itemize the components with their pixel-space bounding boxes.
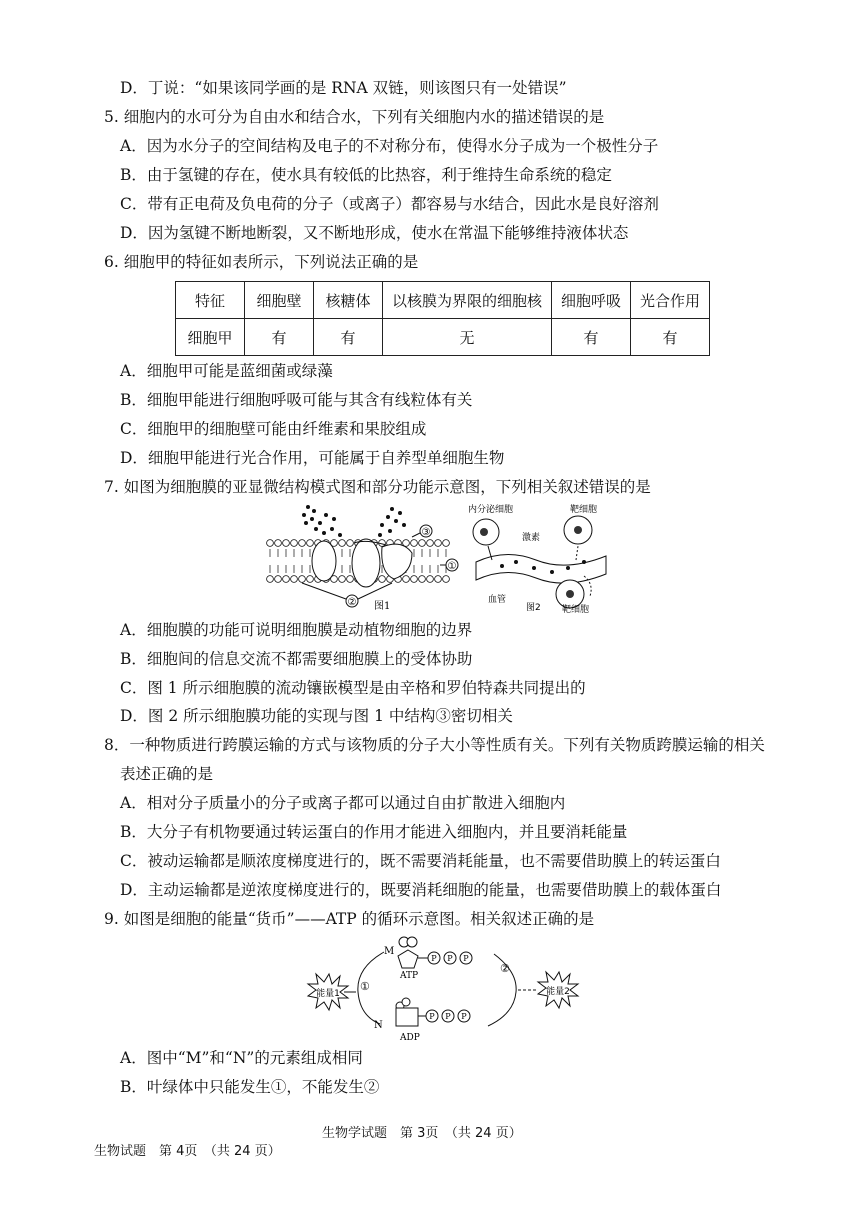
q6-option-b: B．细胞甲能进行细胞呼吸可能与其含有线粒体有关 xyxy=(120,391,473,409)
protein-2 xyxy=(352,539,380,587)
atp-ribose xyxy=(398,950,418,968)
protein-3 xyxy=(382,544,412,579)
table-header-cell: 以核膜为界限的细胞核 xyxy=(383,282,552,319)
q6-table xyxy=(175,281,710,356)
phospholipid-head xyxy=(275,576,282,583)
phospholipid-head xyxy=(275,540,282,547)
label-2: ② xyxy=(347,597,357,608)
q8-option-b: B．大分子有机物要通过转运蛋白的作用才能进入细胞内，并且要消耗能量 xyxy=(120,823,628,841)
table-cell: 有 xyxy=(631,319,710,356)
table-cell: 细胞甲 xyxy=(176,319,245,356)
page-footer-center: 生物学试题 第 3页 （共 24 页） xyxy=(322,1126,522,1141)
phospholipid-head xyxy=(419,576,426,583)
table-header-cell: 细胞呼吸 xyxy=(552,282,631,319)
phospholipid-head xyxy=(403,576,410,583)
svg-text:P: P xyxy=(429,1012,435,1021)
protein-1 xyxy=(312,541,336,581)
q6-option-a: A．细胞甲可能是蓝细菌或绿藻 xyxy=(120,362,333,380)
q9-option-a: A．图中“M”和“N”的元素组成相同 xyxy=(120,1049,363,1067)
endocrine-nucleus xyxy=(480,528,488,536)
energy1-label: 能量1 xyxy=(316,989,340,999)
phospholipid-head xyxy=(435,576,442,583)
endocrine-signal-figure xyxy=(466,502,612,614)
q7-option-c: C．图 1 所示细胞膜的流动镶嵌模型是由辛格和罗伯特森共同提出的 xyxy=(120,679,586,697)
q8-stem-line2: 表述正确的是 xyxy=(120,765,214,783)
q5-stem: 5. 细胞内的水可分为自由水和结合水，下列有关细胞内水的描述错误的是 xyxy=(104,108,605,126)
label-3: ③ xyxy=(421,527,431,538)
phospholipid-head xyxy=(339,540,346,547)
q8-option-c: C．被动运输都是顺浓度梯度进行的，既不需要消耗能量，也不需要借助膜上的转运蛋白 xyxy=(120,852,721,870)
phospholipid-head xyxy=(411,576,418,583)
atp-label: ATP xyxy=(400,971,419,981)
phospholipid-head xyxy=(291,576,298,583)
table-header-row xyxy=(176,282,710,319)
phospholipid-head xyxy=(419,540,426,547)
phospholipid-head xyxy=(307,576,314,583)
phospholipid-head xyxy=(299,540,306,547)
phospholipid-head xyxy=(427,540,434,547)
phospholipid-head xyxy=(411,540,418,547)
vessel-label: 血管 xyxy=(488,595,507,605)
phospholipid-head xyxy=(339,576,346,583)
label-1: ① xyxy=(447,561,457,572)
energy2-label: 能量2 xyxy=(546,987,570,997)
phospholipid-head xyxy=(347,540,354,547)
table-header-cell: 细胞壁 xyxy=(245,282,314,319)
page-footer-left: 生物试题 第 4页 （共 24 页） xyxy=(94,1144,281,1159)
blood-vessel xyxy=(476,554,606,583)
adp-label: ADP xyxy=(400,1033,420,1043)
adp-phosphates xyxy=(426,1010,470,1022)
q8-option-a: A．相对分子质量小的分子或离子都可以通过自由扩散进入细胞内 xyxy=(120,794,566,812)
svg-text:P: P xyxy=(445,1012,451,1021)
fig1-caption: 图1 xyxy=(374,601,391,612)
svg-text:P: P xyxy=(431,954,437,963)
q8-option-d: D．主动运输都是逆浓度梯度进行的，既要消耗细胞的能量，也需要借助膜上的载体蛋白 xyxy=(120,881,722,899)
phospholipid-head xyxy=(283,576,290,583)
svg-text:P: P xyxy=(463,954,469,963)
q7-stem: 7. 如图为细胞膜的亚显微结构模式图和部分功能示意图，下列相关叙述错误的是 xyxy=(104,478,651,496)
phospholipid-head xyxy=(283,540,290,547)
phospholipid-head xyxy=(443,576,450,583)
membrane-model-figure xyxy=(262,503,462,613)
q9-option-b: B．叶绿体中只能发生①，不能发生② xyxy=(120,1078,380,1096)
svg-text:P: P xyxy=(447,954,453,963)
target-cell-top-label: 靶细胞 xyxy=(570,505,598,515)
phospholipid-head xyxy=(347,576,354,583)
table-cell: 有 xyxy=(552,319,631,356)
q8-stem-line1: 8．一种物质进行跨膜运输的方式与该物质的分子大小等性质有关。下列有关物质跨膜运输的相关 xyxy=(104,736,765,754)
table-row xyxy=(176,319,710,356)
phospholipid-head xyxy=(299,576,306,583)
atp-phosphates xyxy=(428,952,472,964)
q7-option-d: D．图 2 所示细胞膜功能的实现与图 1 中结构③密切相关 xyxy=(120,707,513,725)
phospholipid-head xyxy=(379,576,386,583)
table-cell: 有 xyxy=(245,319,314,356)
table-cell: 有 xyxy=(314,319,383,356)
q7-option-b: B．细胞间的信息交流不都需要细胞膜上的受体协助 xyxy=(120,650,473,668)
phospholipid-head xyxy=(307,540,314,547)
hormone-label: 激素 xyxy=(522,533,541,543)
q6-stem: 6. 细胞甲的特征如表所示，下列说法正确的是 xyxy=(104,253,419,271)
phospholipid-head xyxy=(427,576,434,583)
table-header-cell: 特征 xyxy=(176,282,245,319)
n-label: N xyxy=(374,1020,383,1031)
endocrine-cell-label: 内分泌细胞 xyxy=(468,505,514,515)
q7-option-a: A．细胞膜的功能可说明细胞膜是动植物细胞的边界 xyxy=(120,621,473,639)
m-label: M xyxy=(384,946,395,957)
phospholipid-head xyxy=(267,576,274,583)
q5-option-a: A．因为水分子的空间结构及电子的不对称分布，使得水分子成为一个极性分子 xyxy=(120,137,659,155)
phospholipid-head xyxy=(267,540,274,547)
reaction1-label: ① xyxy=(360,980,370,993)
phospholipid-head xyxy=(443,540,450,547)
q6-option-d: D．细胞甲能进行光合作用，可能属于自养型单细胞生物 xyxy=(120,449,505,467)
glycoprotein-chains xyxy=(302,505,406,537)
table-header-cell: 光合作用 xyxy=(631,282,710,319)
fig2-caption: 图2 xyxy=(526,603,541,613)
reaction2-label: ② xyxy=(500,962,510,975)
table-cell: 无 xyxy=(383,319,552,356)
signal-arrow-top xyxy=(576,546,578,560)
q6-option-c: C．细胞甲的细胞壁可能由纤维素和果胶组成 xyxy=(120,420,427,438)
q5-option-b: B．由于氢键的存在，使水具有较低的比热容，利于维持生命系统的稳定 xyxy=(120,166,612,184)
table-header-cell: 核糖体 xyxy=(314,282,383,319)
phospholipid-head xyxy=(291,540,298,547)
atp-cycle-figure xyxy=(296,932,596,1044)
q9-stem: 9. 如图是细胞的能量“货币”——ATP 的循环示意图。相关叙述正确的是 xyxy=(104,910,595,928)
phospholipid-head xyxy=(435,540,442,547)
q5-option-c: C．带有正电荷及负电荷的分子（或离子）都容易与水结合，因此水是良好溶剂 xyxy=(120,195,659,213)
q4-option-d: D．丁说：“如果该同学画的是 RNA 双链，则该图只有一处错误” xyxy=(120,79,567,97)
target-cell-bottom-label: 靶细胞 xyxy=(562,605,590,614)
adp-base xyxy=(396,1008,418,1026)
q5-option-d: D．因为氢键不断地断裂，又不断地形成，使水在常温下能够维持液体状态 xyxy=(120,224,629,242)
svg-text:P: P xyxy=(461,1012,467,1021)
